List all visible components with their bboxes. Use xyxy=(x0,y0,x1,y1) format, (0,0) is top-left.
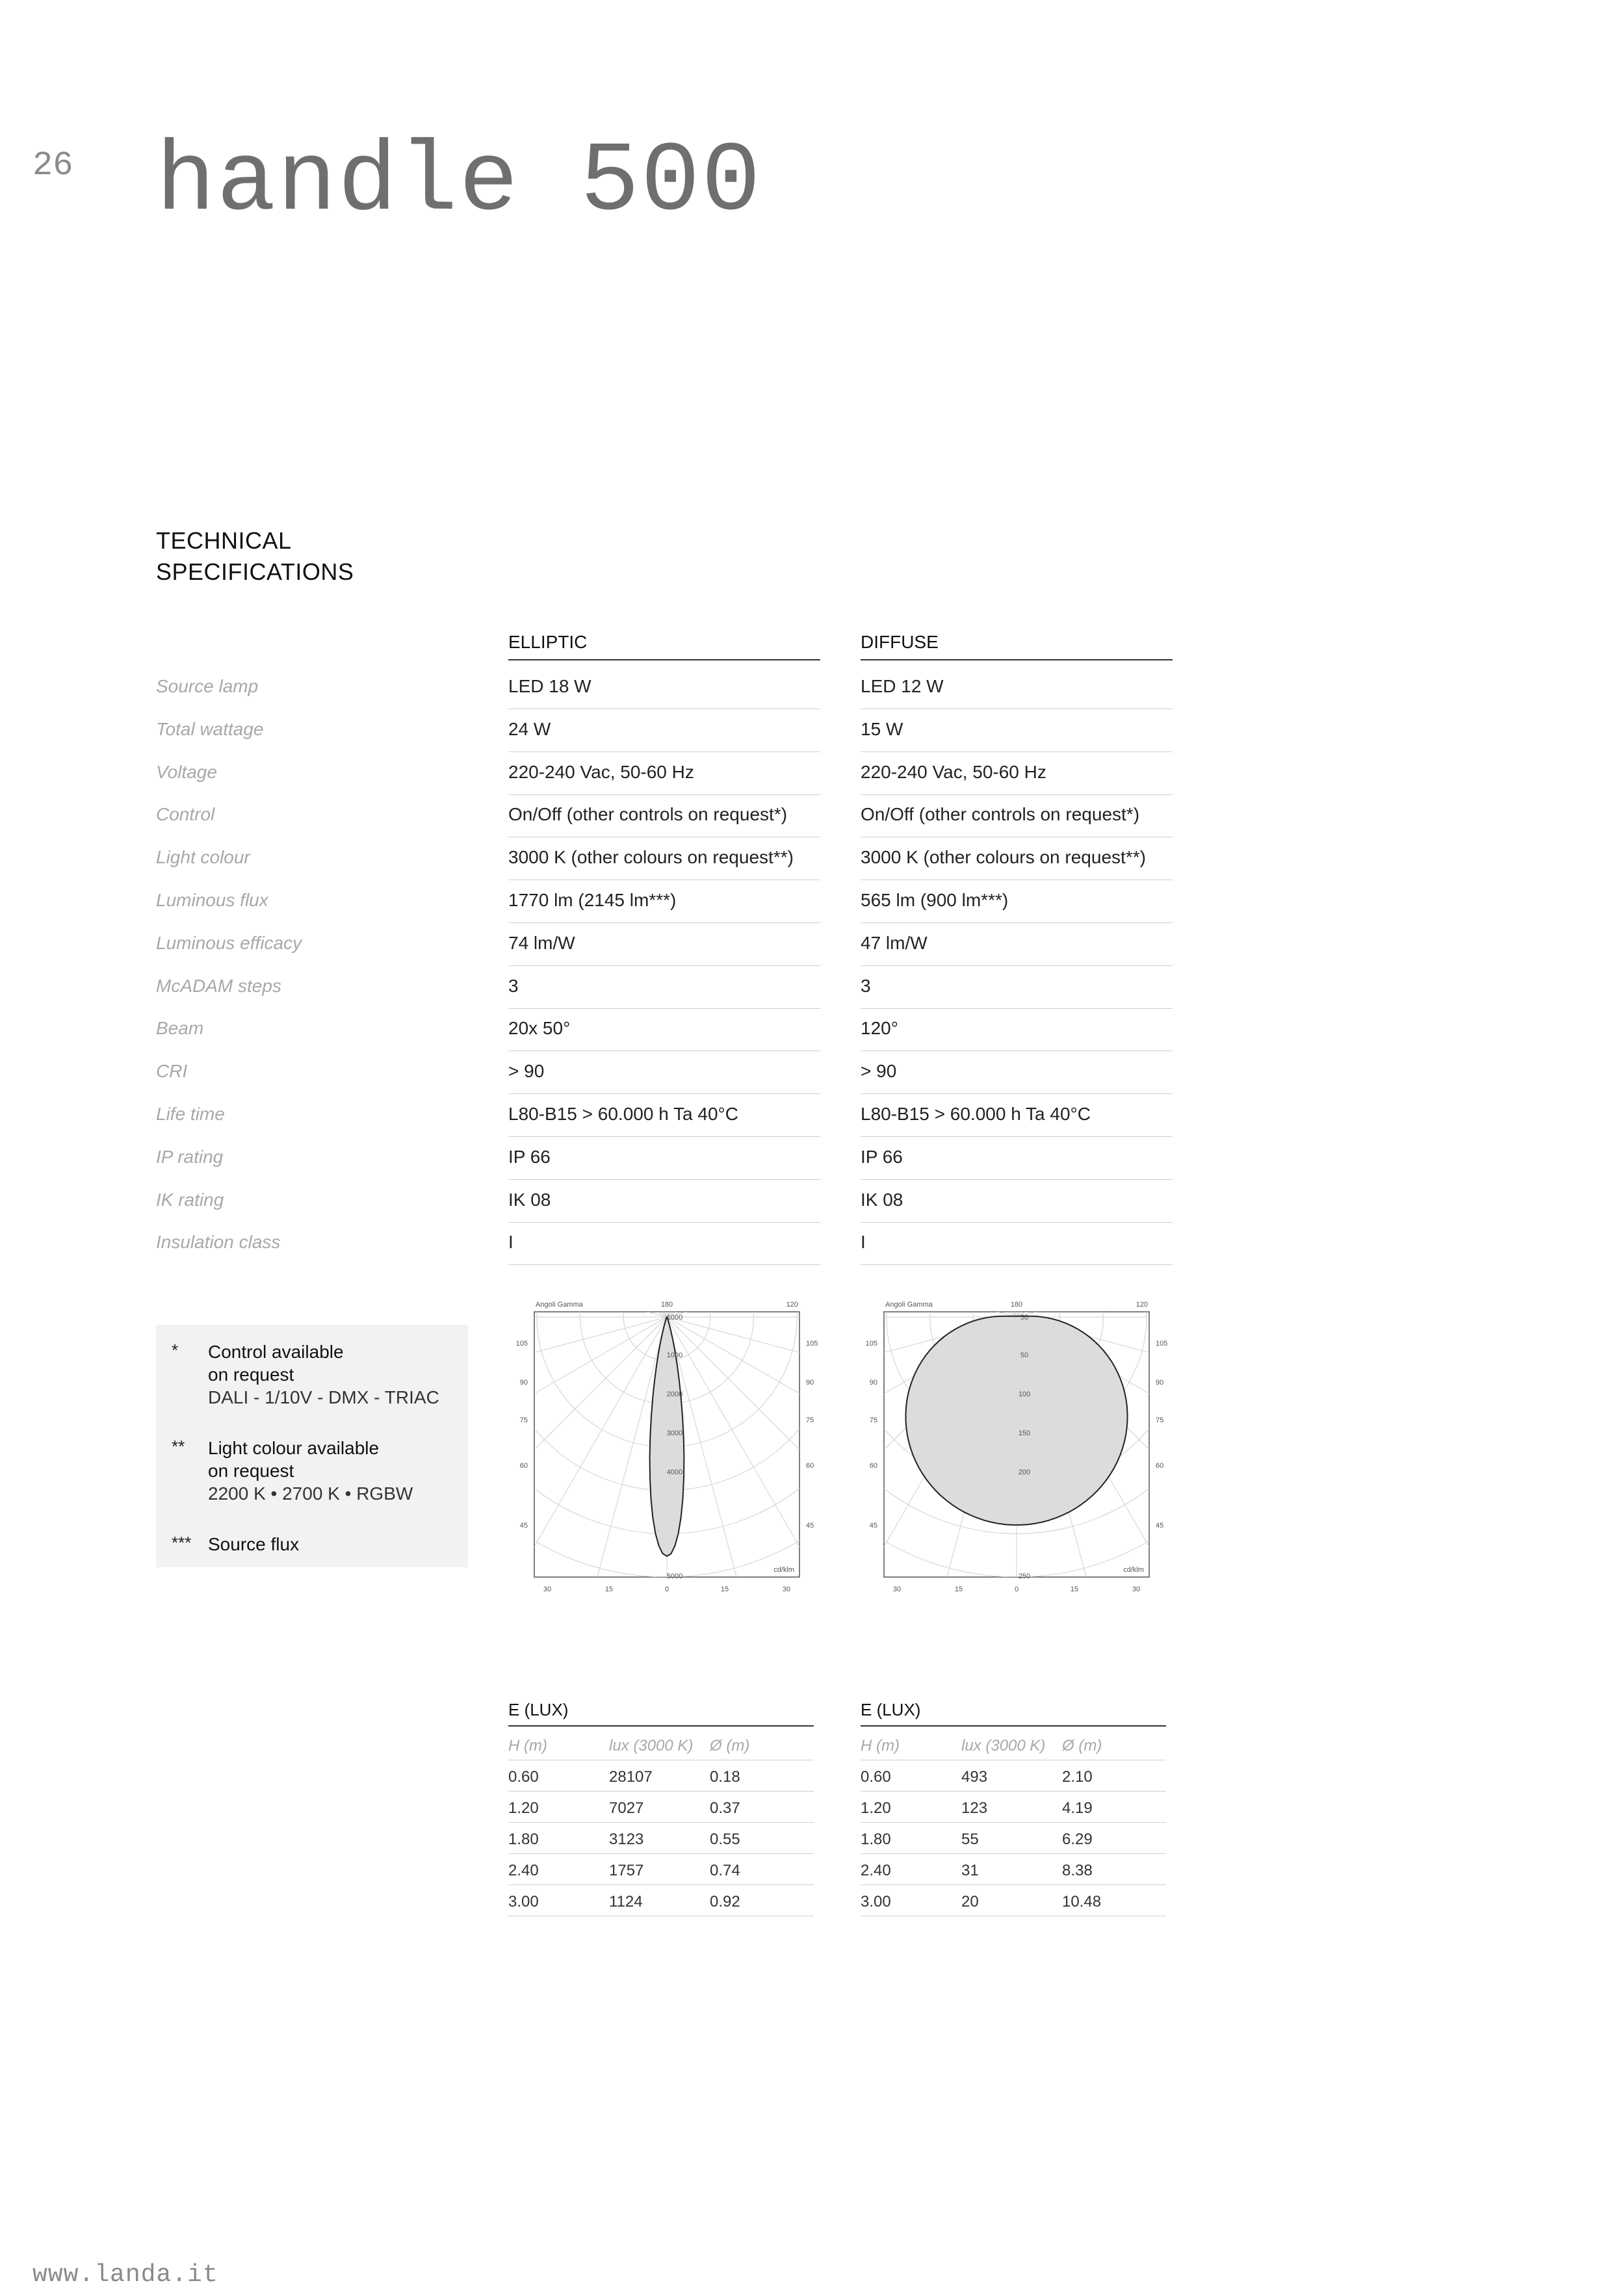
tick-label: 90 xyxy=(1156,1379,1164,1387)
radial-label: 100 xyxy=(1018,1390,1031,1398)
spec-value-diffuse: I xyxy=(861,1232,1173,1265)
section-title-line-1: TECHNICAL xyxy=(156,527,292,554)
note-mark: ** xyxy=(172,1437,185,1456)
spec-value-elliptic: 24 W xyxy=(508,719,820,752)
note-source-flux xyxy=(208,1533,461,1556)
spec-value-diffuse: 47 lm/W xyxy=(861,933,1173,966)
tick-label: 60 xyxy=(869,1462,877,1470)
spec-label: IK rating xyxy=(156,1189,224,1210)
tick-label: 105 xyxy=(515,1340,528,1348)
spec-label: Source lamp xyxy=(156,676,259,696)
tick-label: 60 xyxy=(1156,1462,1164,1470)
radial-label: 1000 xyxy=(666,1351,683,1359)
table-row xyxy=(508,1854,814,1885)
spec-label: Control xyxy=(156,804,215,825)
tick-label: 120 xyxy=(786,1301,798,1309)
radial-label: 150 xyxy=(1018,1429,1031,1437)
tick-label: 15 xyxy=(720,1585,729,1593)
spec-value-diffuse: 220-240 Vac, 50-60 Hz xyxy=(861,762,1173,795)
note-mark: * xyxy=(172,1340,179,1360)
page-number: 26 xyxy=(32,146,73,185)
spec-value-elliptic: On/Off (other controls on request*) xyxy=(508,804,820,837)
spec-value-elliptic: L80-B15 > 60.000 h Ta 40°C xyxy=(508,1104,820,1137)
spec-value-elliptic: 20x 50° xyxy=(508,1018,820,1051)
lux-cell: 1124 xyxy=(609,1893,643,1911)
tick-label: 105 xyxy=(865,1340,877,1348)
note-control xyxy=(208,1340,461,1409)
table-row xyxy=(508,1792,814,1823)
tick-label: 90 xyxy=(806,1379,814,1387)
lux-cell: 3123 xyxy=(609,1831,644,1848)
spec-value-diffuse: LED 12 W xyxy=(861,676,1173,709)
tick-label: 75 xyxy=(1156,1416,1164,1424)
spec-value-elliptic: IP 66 xyxy=(508,1147,820,1180)
note-title: on request xyxy=(208,1364,294,1385)
tick-label: 30 xyxy=(782,1585,791,1593)
lux-header-row xyxy=(508,1729,814,1760)
spec-value-elliptic: 220-240 Vac, 50-60 Hz xyxy=(508,762,820,795)
spec-label: Beam xyxy=(156,1018,204,1039)
corner-label: Angoli Gamma xyxy=(536,1301,583,1309)
lux-column-header: Ø (m) xyxy=(1062,1737,1102,1755)
tick-label: 45 xyxy=(806,1522,814,1530)
spec-value-diffuse: IK 08 xyxy=(861,1190,1173,1223)
lux-cell: 10.48 xyxy=(1062,1893,1102,1911)
spec-value-diffuse: 565 lm (900 lm***) xyxy=(861,890,1173,923)
spec-label: Total wattage xyxy=(156,718,264,739)
lux-cell: 3.00 xyxy=(508,1893,539,1911)
spec-value-elliptic: I xyxy=(508,1232,820,1265)
tick-label: 90 xyxy=(869,1379,877,1387)
tick-label: 15 xyxy=(954,1585,963,1593)
table-row xyxy=(508,1823,814,1854)
tick-label: 30 xyxy=(543,1585,552,1593)
tick-label: 105 xyxy=(1156,1340,1168,1348)
lux-cell: 6.29 xyxy=(1062,1831,1093,1848)
notes-box xyxy=(156,1325,468,1567)
lux-cell: 28107 xyxy=(609,1768,653,1786)
note-light-colour xyxy=(208,1437,461,1505)
spec-value-diffuse: 3000 K (other colours on request**) xyxy=(861,847,1173,880)
spec-value-elliptic: 1770 lm (2145 lm***) xyxy=(508,890,820,923)
lux-cell: 1.20 xyxy=(508,1799,539,1817)
unit-label: cd/klm xyxy=(1123,1566,1144,1574)
tick-label: 180 xyxy=(1010,1301,1023,1309)
lux-column-header: Ø (m) xyxy=(710,1737,750,1755)
product-title: handle 500 xyxy=(156,126,762,239)
radial-label: 250 xyxy=(1018,1572,1031,1580)
table-row xyxy=(508,1760,814,1792)
lux-cell: 2.40 xyxy=(861,1862,891,1879)
spec-value-diffuse: 15 W xyxy=(861,719,1173,752)
note-title: Light colour available xyxy=(208,1438,380,1458)
tick-label: 30 xyxy=(892,1585,902,1593)
lux-cell: 0.55 xyxy=(710,1831,740,1848)
corner-label: Angoli Gamma xyxy=(885,1301,933,1309)
spec-value-elliptic: 3000 K (other colours on request**) xyxy=(508,847,820,880)
radial-label: 1000 xyxy=(666,1314,683,1322)
lux-cell: 1.80 xyxy=(861,1831,891,1848)
polar-chart-elliptic-svg xyxy=(507,1294,825,1599)
radial-label: 4000 xyxy=(666,1468,683,1476)
spec-label: Light colour xyxy=(156,847,250,868)
spec-label: Luminous efficacy xyxy=(156,932,302,953)
tick-label: 120 xyxy=(1136,1301,1148,1309)
spec-value-elliptic: > 90 xyxy=(508,1061,820,1094)
radial-label: 2000 xyxy=(666,1390,683,1398)
tick-label: 15 xyxy=(604,1585,614,1593)
spec-label: McADAM steps xyxy=(156,975,281,996)
spec-label: IP rating xyxy=(156,1146,224,1167)
lux-cell: 8.38 xyxy=(1062,1862,1093,1879)
lux-column-header: H (m) xyxy=(508,1737,547,1755)
lux-cell: 1.80 xyxy=(508,1831,539,1848)
radial-label: 3000 xyxy=(666,1429,683,1437)
tick-label: 105 xyxy=(806,1340,818,1348)
radial-label: 5000 xyxy=(666,1572,683,1580)
spec-value-diffuse: 3 xyxy=(861,976,1173,1009)
polar-chart-elliptic xyxy=(507,1294,825,1602)
tick-label: 75 xyxy=(806,1416,814,1424)
spec-label: Life time xyxy=(156,1104,225,1124)
column-header-elliptic: ELLIPTIC xyxy=(508,632,820,660)
lux-cell: 0.92 xyxy=(710,1893,740,1911)
lux-cell: 4.19 xyxy=(1062,1799,1093,1817)
table-row xyxy=(861,1885,1166,1916)
lux-cell: 123 xyxy=(961,1799,988,1817)
section-title-line-2: SPECIFICATIONS xyxy=(156,558,354,585)
tick-label: 45 xyxy=(869,1522,877,1530)
tick-label: 90 xyxy=(519,1379,528,1387)
spec-label: Luminous flux xyxy=(156,890,268,910)
lux-cell: 1.20 xyxy=(861,1799,891,1817)
spec-label: Voltage xyxy=(156,761,217,782)
unit-label: cd/klm xyxy=(773,1566,794,1574)
lux-header-row xyxy=(861,1729,1166,1760)
polar-chart-diffuse-svg xyxy=(857,1294,1175,1599)
table-row xyxy=(508,1885,814,1916)
lux-table-title: E (LUX) xyxy=(508,1700,814,1727)
lux-cell: 493 xyxy=(961,1768,988,1786)
lux-cell: 20 xyxy=(961,1893,979,1911)
tick-label: 60 xyxy=(806,1462,814,1470)
note-title: on request xyxy=(208,1461,294,1481)
column-header-diffuse: DIFFUSE xyxy=(861,632,1173,660)
lux-cell: 2.40 xyxy=(508,1862,539,1879)
lux-cell: 3.00 xyxy=(861,1893,891,1911)
lux-cell: 0.74 xyxy=(710,1862,740,1879)
note-mark: *** xyxy=(172,1533,192,1552)
footer-url: www.landa.it xyxy=(32,2261,218,2289)
table-row xyxy=(861,1760,1166,1792)
radial-label: 200 xyxy=(1018,1468,1031,1476)
spec-label: CRI xyxy=(156,1061,188,1082)
spec-label: Insulation class xyxy=(156,1232,281,1253)
spec-value-diffuse: On/Off (other controls on request*) xyxy=(861,804,1173,837)
note-title: Control available xyxy=(208,1342,344,1362)
radial-label: 50 xyxy=(1020,1351,1029,1359)
note-title: Source flux xyxy=(208,1534,300,1554)
lux-cell: 2.10 xyxy=(1062,1768,1093,1786)
tick-label: 45 xyxy=(519,1522,528,1530)
lux-cell: 55 xyxy=(961,1831,979,1848)
tick-label: 75 xyxy=(519,1416,528,1424)
lux-column-header: lux (3000 K) xyxy=(961,1737,1046,1755)
tick-label: 75 xyxy=(869,1416,877,1424)
lux-table-title: E (LUX) xyxy=(861,1700,1166,1727)
note-detail: DALI - 1/10V - DMX - TRIAC xyxy=(208,1387,439,1407)
spec-value-diffuse: L80-B15 > 60.000 h Ta 40°C xyxy=(861,1104,1173,1137)
spec-value-elliptic: 74 lm/W xyxy=(508,933,820,966)
tick-label: 0 xyxy=(664,1585,669,1593)
tick-label: 45 xyxy=(1156,1522,1164,1530)
lux-cell: 31 xyxy=(961,1862,979,1879)
lux-cell: 7027 xyxy=(609,1799,644,1817)
tick-label: 0 xyxy=(1014,1585,1019,1593)
spec-value-diffuse: 120° xyxy=(861,1018,1173,1051)
spec-value-elliptic: LED 18 W xyxy=(508,676,820,709)
photometric-curve xyxy=(906,1316,1128,1525)
lux-cell: 0.60 xyxy=(508,1768,539,1786)
table-row xyxy=(861,1823,1166,1854)
tick-label: 60 xyxy=(519,1462,528,1470)
table-row xyxy=(861,1792,1166,1823)
tick-label: 180 xyxy=(660,1301,673,1309)
lux-column-header: lux (3000 K) xyxy=(609,1737,694,1755)
lux-column-header: H (m) xyxy=(861,1737,900,1755)
lux-cell: 0.37 xyxy=(710,1799,740,1817)
section-title xyxy=(156,525,354,588)
spec-value-diffuse: > 90 xyxy=(861,1061,1173,1094)
table-row xyxy=(861,1854,1166,1885)
spec-value-elliptic: IK 08 xyxy=(508,1190,820,1223)
spec-value-elliptic: 3 xyxy=(508,976,820,1009)
lux-cell: 0.18 xyxy=(710,1768,740,1786)
radial-label: 50 xyxy=(1020,1314,1029,1322)
note-detail: 2200 K • 2700 K • RGBW xyxy=(208,1483,413,1504)
polar-chart-diffuse xyxy=(857,1294,1175,1602)
lux-cell: 0.60 xyxy=(861,1768,891,1786)
tick-label: 15 xyxy=(1070,1585,1079,1593)
tick-label: 30 xyxy=(1132,1585,1141,1593)
lux-cell: 1757 xyxy=(609,1862,644,1879)
spec-value-diffuse: IP 66 xyxy=(861,1147,1173,1180)
